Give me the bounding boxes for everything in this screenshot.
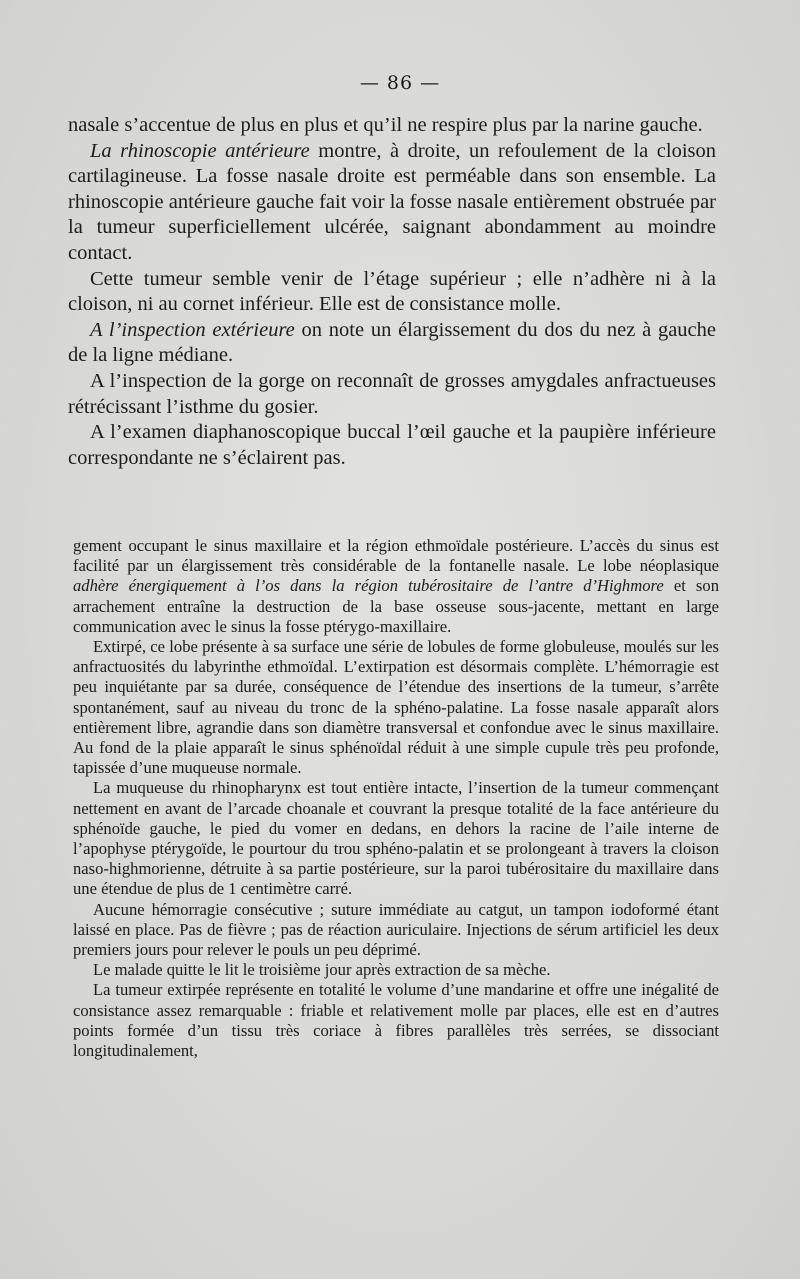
paragraph: A l’examen diaphanoscopique buccal l’œil gauche et la paupière inférieure correspondante ne s’éclairent pas. (68, 421, 716, 469)
paragraph: Extirpé, ce lobe présente à sa surface une série de lobules de forme globuleuse, moulés sur les anfractuosités du labyrinthe ethmoïdal. L’extirpation est désormais complète. L’hémorragie est peu inquiétante par sa durée, conséquence de l’étendue des insertions de la tumeur, s’arrête spontanément, sauf au niveau du tronc de la sphéno-palatine. La fosse nasale apparaît alors entièrement libre, agrandie dans son diamètre transversal et confondue avec le sinus maxillaire. Au fond de la plaie apparaît le sinus sphénoïdal réduit à une simple cupule très peu profonde, tapissée d’une muqueuse normale. (73, 637, 719, 778)
paragraph (73, 536, 719, 637)
paragraph: Le malade quitte le lit le troisième jour après extraction de sa mèche. (93, 960, 551, 980)
page-number: — 86 — (359, 72, 441, 94)
paragraph: Cette tumeur semble venir de l’étage supérieur ; elle n’adhère ni à la cloison, ni au cornet inférieur. Elle est de consistance molle. (68, 267, 716, 316)
italic-phrase: A l’inspection extérieure (90, 318, 295, 341)
upper-text-block (68, 113, 716, 471)
paragraph-text: on note un élargissement du dos du nez à gauche de la ligne médiane. (68, 318, 716, 367)
paragraph-text: gement occupant le sinus maxillaire et la région ethmoïdale postérieure. L’accès du sinus est facilité par un élargissement très considérable de la fontanelle nasale. Le lobe néoplasique (73, 536, 719, 576)
paragraph (68, 139, 716, 267)
italic-phrase: adhère énergiquement à l’os dans la région tubérositaire de l’antre d’Highmore (73, 576, 664, 596)
italic-phrase: La rhinoscopie antérieure (90, 139, 310, 162)
paragraph-text: montre, à droite, un refoulement de la cloison cartilagineuse. La fosse nasale droite est perméable dans son ensemble. La rhinoscopie antérieure gauche fait voir la fosse nasale entièrement obstruée par la tumeur superficiellement ulcérée, saignant abondamment au moindre contact. (68, 139, 716, 264)
paragraph: A l’inspection de la gorge on reconnaît de grosses amygdales anfractueuses rétrécissant l’isthme du gosier. (68, 369, 716, 418)
paragraph: Aucune hémorragie consécutive ; suture immédiate au catgut, un tampon iodoformé étant laissé en place. Pas de fièvre ; pas de réaction auriculaire. Injections de sérum artificiel les deux premiers jours pour relever le pouls un peu déprimé. (73, 899, 719, 960)
paragraph: La muqueuse du rhinopharynx est tout entière intacte, l’insertion de la tumeur commençant nettement en avant de l’arcade choanale et couvrant la presque totalité de la face antérieure du sphénoïde gauche, le pied du vomer en dedans, en dehors la racine de l’aile interne de l’apophyse ptérygoïde, le pourtour du trou sphéno-palatin et se prolongeant à travers la cloison naso-highmorienne, détruite à sa partie postérieure, sur la paroi tubérositaire du maxillaire dans une étendue de plus de 1 centimètre carré. (73, 778, 719, 899)
lower-text-block (73, 536, 719, 1061)
paragraph-text: et son arrachement entraîne la destruction de la base osseuse sous-jacente, mettant en large communication avec le sinus la fosse ptérygo-maxillaire. (73, 576, 719, 636)
paragraph: La tumeur extirpée représente en totalité le volume d’une mandarine et offre une inégalité de consistance assez remarquable : friable et relativement molle par places, elle est en d’autres points formée d’un tissu très coriace à fibres parallèles très serrées, se dissociant longitudinalement, (73, 980, 719, 1061)
paragraph: nasale s’accentue de plus en plus et qu’il ne respire plus par la narine gauche. (68, 114, 703, 136)
paragraph (68, 318, 716, 369)
